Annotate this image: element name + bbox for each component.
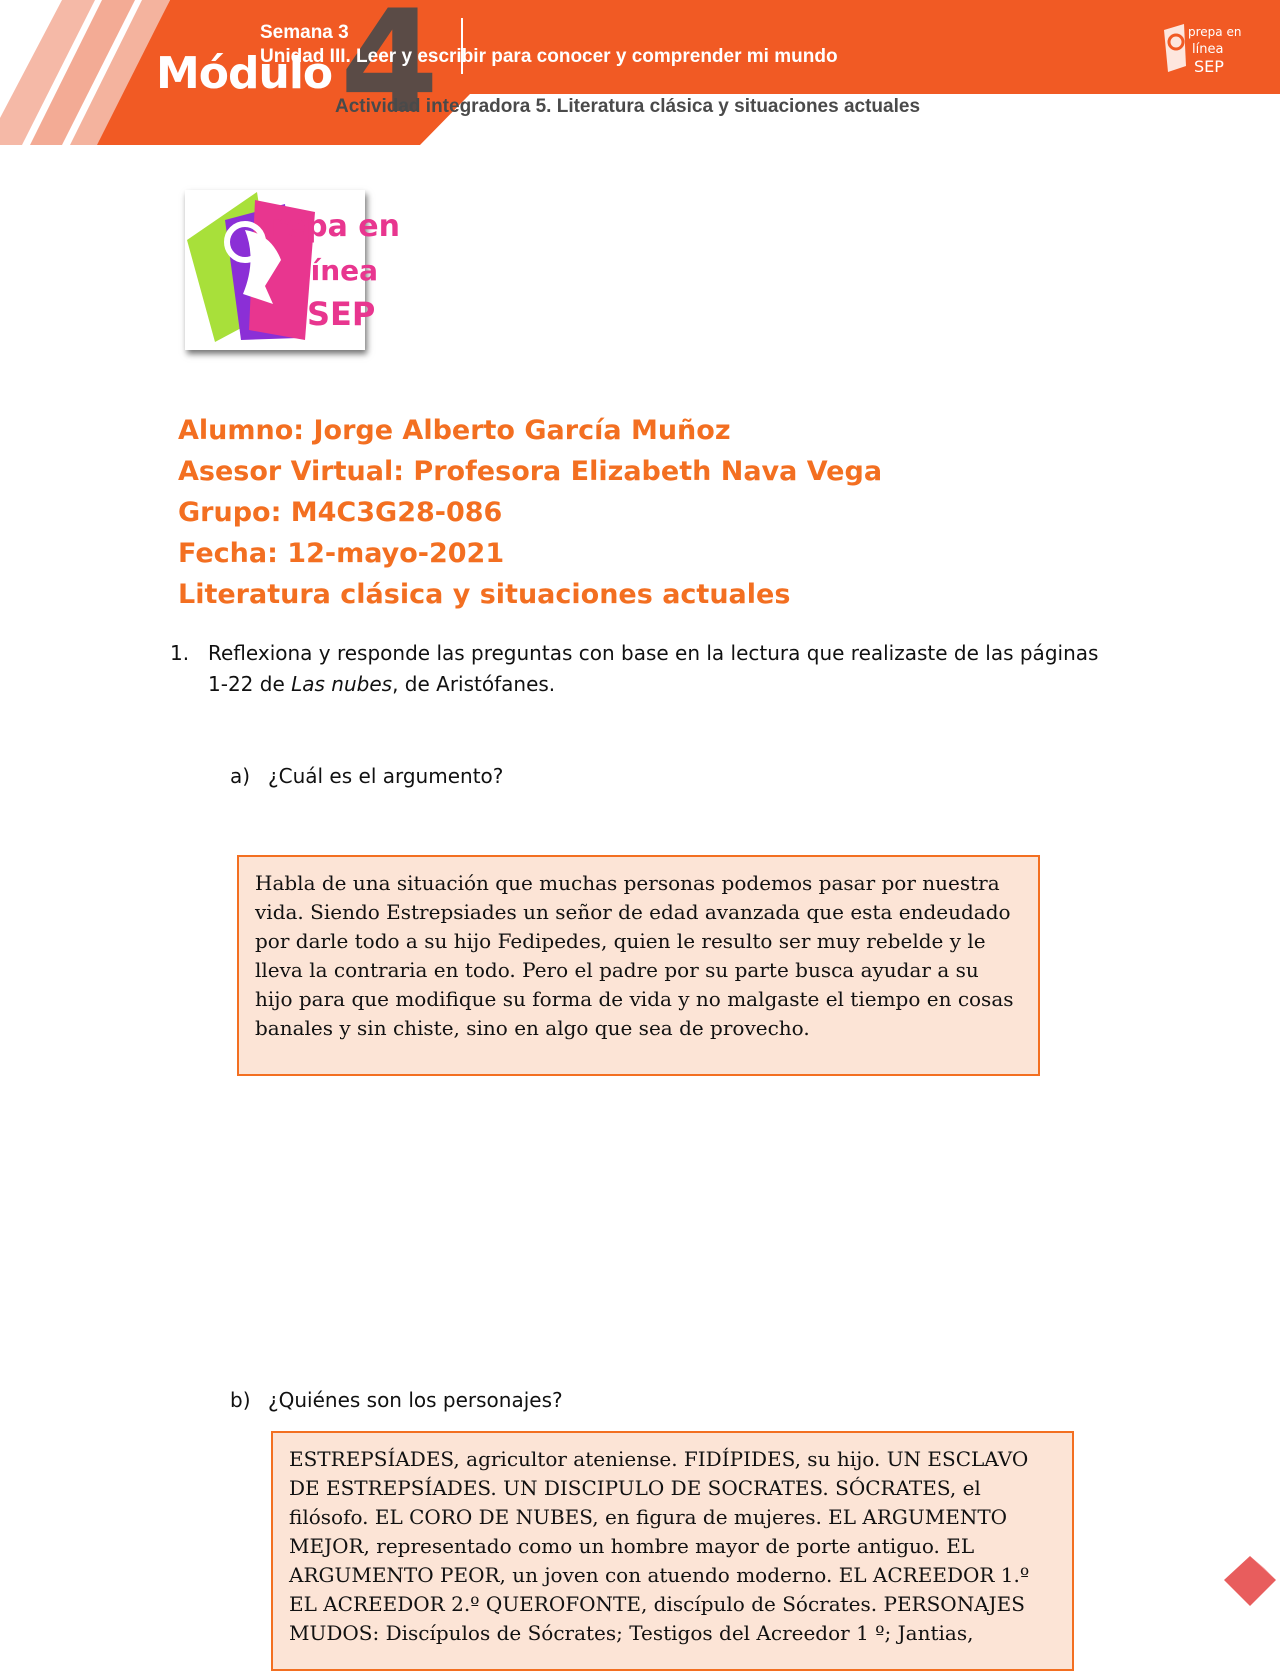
svg-text:SEP: SEP [307, 295, 376, 333]
header-banner [0, 0, 1280, 145]
question-1 [170, 638, 1110, 700]
group-code: Grupo: M4C3G28-086 [178, 497, 503, 528]
subquestion-label: b) [230, 1388, 251, 1412]
document-title: Literatura clásica y situaciones actuales [178, 579, 791, 610]
svg-text:prepa en: prepa en [1188, 25, 1242, 39]
unit-title: Unidad III. Leer y escribir para conocer y comprender mi mundo [260, 46, 838, 67]
prepa-en-linea-logo [185, 190, 401, 350]
question-number: 1. [170, 641, 190, 665]
prepa-sep-small-logo [1160, 20, 1242, 80]
module-number: 4 [340, 0, 439, 145]
answer-box-a: Habla de una situación que muchas personas podemos pasar por nuestra vida. Siendo Estrepsiades un señor de edad avanzada que esta endeudado por darle todo a su hijo Fedipedes, quien le resulto ser muy rebelde y le lleva la contraria en todo. Pero el padre por su parte busca ayudar a su hijo para que modifique su forma de vida y no malgaste el tiempo en cosas banales y sin chiste, sino en algo que sea de provecho. [237, 855, 1040, 1076]
student-name: Alumno: Jorge Alberto García Muñoz [178, 415, 731, 446]
subquestion-a [230, 764, 503, 788]
answer-box-b: ESTREPSÍADES, agricultor ateniense. FIDÍPIDES, su hijo. UN ESCLAVO DE ESTREPSÍADES. UN DISCIPULO DE SOCRATES. SÓCRATES, el filósofo. EL CORO DE NUBES, en figura de mujeres. EL ARGUMENTO MEJOR, representado como un hombre mayor de porte antiguo. EL ARGUMENTO PEOR, un joven con atuendo moderno. EL ACREEDOR 1.º EL ACREEDOR 2.º QUEROFONTE, discípulo de Sócrates. PERSONAJES MUDOS: Discípulos de Sócrates; Testigos del Acreedor 1 º; Jantias, [271, 1431, 1074, 1671]
advisor-name: Asesor Virtual: Profesora Elizabeth Nava Vega [178, 456, 883, 487]
subquestion-text: ¿Cuál es el argumento? [268, 764, 504, 788]
activity-title: Actividad integradora 5. Literatura clásica y situaciones actuales [335, 96, 921, 117]
question-text-start: Reflexiona y responde las preguntas con base en la lectura que realizaste de las páginas 1-22 de [208, 641, 1099, 696]
svg-text:línea: línea [301, 254, 379, 287]
week-label: Semana 3 [260, 22, 349, 43]
svg-text:SEP: SEP [1194, 57, 1224, 76]
question-text-end: , de Aristófanes. [392, 672, 556, 696]
question-text [208, 638, 1110, 700]
subquestion-b [230, 1388, 563, 1412]
module-label: Módulo [156, 48, 333, 99]
book-title: Las nubes [291, 672, 393, 696]
student-info [178, 410, 882, 615]
svg-text:repa en: repa en [271, 209, 401, 244]
subquestion-text: ¿Quiénes son los personajes? [268, 1388, 563, 1412]
svg-text:línea: línea [1192, 42, 1224, 57]
decorative-diamond-icon [1220, 1552, 1280, 1612]
subquestion-label: a) [230, 764, 251, 788]
date: Fecha: 12-mayo-2021 [178, 538, 505, 569]
